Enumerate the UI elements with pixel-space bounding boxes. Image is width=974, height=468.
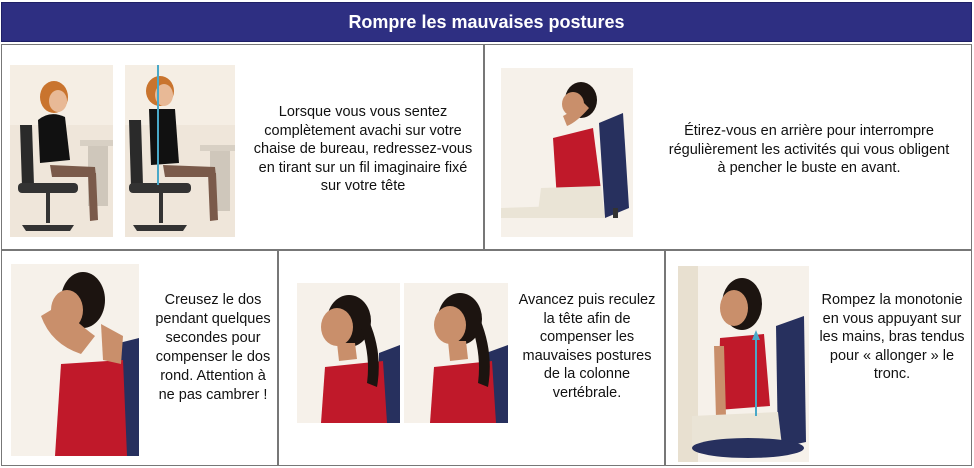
tip-text-head-move: Avancez puis reculez la tête afin de compenser les mauvaises postures de la colonne vertébrale. — [518, 292, 656, 401]
tip-card-stretch-back — [484, 44, 972, 250]
page-title: Rompre les mauvaises postures — [348, 11, 625, 32]
tip-card-straighten-up — [1, 44, 484, 250]
photo-lengthen-trunk — [678, 266, 809, 462]
photo-head-back — [404, 283, 508, 423]
title-banner — [1, 2, 972, 42]
photo-stretch-back — [501, 68, 633, 237]
tip-card-arch-back — [1, 250, 278, 466]
tip-text-arch-back: Creusez le dos pendant quelques secondes pour compenser le dos rond. Attention à ne pas cambrer ! — [155, 292, 271, 403]
photo-straight-sitting — [125, 65, 235, 237]
tip-text-stretch-back: Étirez-vous en arrière pour interrompre régulièrement les activités qui vous obligent à pencher le buste en avant. — [668, 123, 950, 176]
photo-head-forward — [297, 283, 400, 423]
tip-card-head-move — [278, 250, 665, 466]
photo-arch-back — [11, 264, 139, 456]
tip-text-lengthen-trunk: Rompez la monotonie en vous appuyant sur les mains, bras tendus pour « allonger » le tronc. — [819, 292, 965, 382]
tip-text-straighten-up: Lorsque vous vous sentez complètement avachi sur votre chaise de bureau, redressez-vous en tirant sur un fil imaginaire fixé sur votre tête — [253, 104, 473, 194]
photo-slouched-sitting — [10, 65, 113, 237]
tip-card-lengthen-trunk — [665, 250, 972, 466]
